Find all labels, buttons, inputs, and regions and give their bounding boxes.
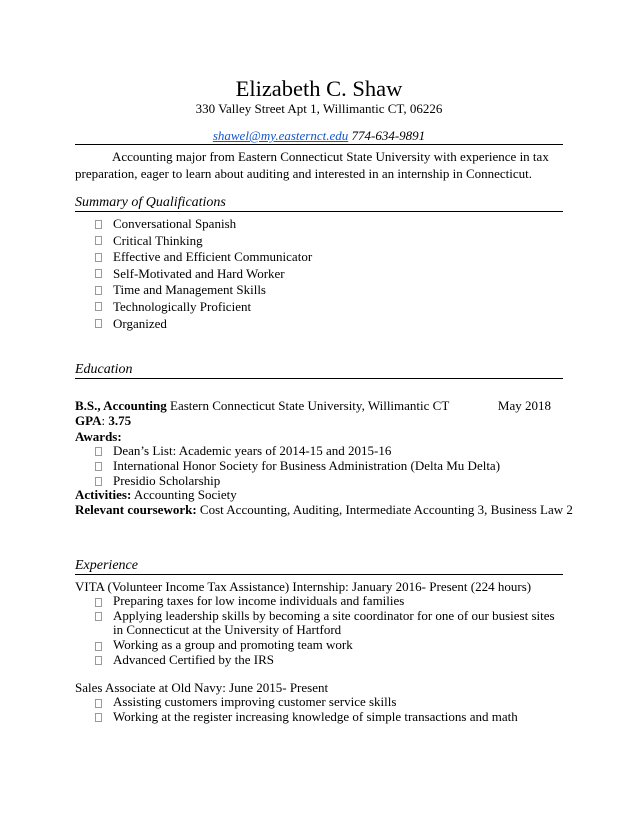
- header-divider: [75, 144, 563, 145]
- qualifications-heading: Summary of Qualifications: [75, 195, 226, 210]
- education-heading: Education: [75, 362, 133, 377]
- list-item: Conversational Spanish: [95, 216, 312, 233]
- bullet-box-icon: [95, 269, 102, 278]
- list-item: Working at the register increasing knowledge of simple transactions and math: [95, 710, 518, 725]
- coursework: Cost Accounting, Auditing, Intermediate Accounting 3, Business Law 2: [199, 502, 573, 517]
- list-item: Preparing taxes for low income individuals and families: [95, 594, 555, 609]
- bullet-box-icon: [95, 598, 102, 607]
- experience-heading: Experience: [75, 558, 138, 573]
- coursework-label: Relevant coursework:: [75, 502, 197, 517]
- list-item: Self-Motivated and Hard Worker: [95, 266, 312, 283]
- list-item: Critical Thinking: [95, 233, 312, 250]
- list-item: Organized: [95, 316, 312, 333]
- job-bullets: [95, 695, 518, 724]
- list-item: Technologically Proficient: [95, 299, 312, 316]
- awards-list: [95, 443, 500, 488]
- job-title: Sales Associate at Old Navy: June 2015- Present: [75, 680, 329, 695]
- degree: B.S., Accounting: [75, 398, 167, 413]
- list-item: Time and Management Skills: [95, 282, 312, 299]
- school: Eastern Connecticut State University, Willimantic CT: [170, 398, 450, 413]
- email-link[interactable]: shawel@my.easternct.edu: [212, 128, 349, 143]
- gpa-line: GPA: 3.75: [75, 413, 132, 428]
- bullet-box-icon: [95, 302, 102, 311]
- bullet-box-icon: [95, 236, 102, 245]
- bullet-box-icon: [95, 253, 102, 262]
- bullet-box-icon: [95, 699, 102, 708]
- activities-label: Activities:: [75, 487, 132, 502]
- bullet-box-icon: [95, 612, 102, 621]
- job-title: VITA (Volunteer Income Tax Assistance) Internship: January 2016- Present (224 hours): [75, 579, 532, 594]
- bullet-box-icon: [95, 286, 102, 295]
- qualifications-list: [95, 216, 312, 332]
- gpa-label: GPA: [75, 413, 102, 428]
- list-item: Advanced Certified by the IRS: [95, 653, 555, 668]
- coursework-line: [75, 502, 573, 518]
- bullet-box-icon: [95, 642, 102, 651]
- bullet-box-icon: [95, 220, 102, 229]
- contact-line: [0, 128, 638, 144]
- list-item: Assisting customers improving customer service skills: [95, 695, 518, 710]
- list-item: Effective and Efficient Communicator: [95, 249, 312, 266]
- bullet-box-icon: [95, 656, 102, 665]
- bullet-box-icon: [95, 477, 102, 486]
- list-item: Working as a group and promoting team work: [95, 638, 555, 653]
- list-item: Applying leadership skills by becoming a site coordinator for one of our busiest sites in Connecticut at the University of Hartford: [95, 609, 555, 638]
- activities-line: [75, 487, 237, 503]
- phone: 774-634-9891: [351, 128, 426, 143]
- qualifications-divider: [75, 211, 563, 212]
- awards-label: Awards:: [75, 429, 122, 444]
- address: 330 Valley Street Apt 1, Willimantic CT, 06226: [195, 101, 443, 116]
- bullet-box-icon: [95, 462, 102, 471]
- list-item: Dean’s List: Academic years of 2014-15 and 2015-16: [95, 443, 500, 458]
- activities: Accounting Society: [133, 487, 237, 502]
- bullet-box-icon: [95, 319, 102, 328]
- bullet-box-icon: [95, 447, 102, 456]
- gpa-value: 3.75: [108, 413, 132, 428]
- experience-divider: [75, 574, 563, 575]
- education-divider: [75, 378, 563, 379]
- graduation-date: May 2018: [497, 398, 551, 413]
- bullet-box-icon: [95, 713, 102, 722]
- job-bullets: [95, 594, 555, 668]
- list-item: International Honor Society for Business Administration (Delta Mu Delta): [95, 458, 500, 473]
- objective-statement: Accounting major from Eastern Connecticut State University with experience in tax preparation, eager to learn about auditing and interested in an internship in Connecticut.: [75, 149, 549, 181]
- list-item: Presidio Scholarship: [95, 473, 500, 488]
- degree-line: [75, 398, 449, 414]
- resume-name: Elizabeth C. Shaw: [235, 76, 403, 101]
